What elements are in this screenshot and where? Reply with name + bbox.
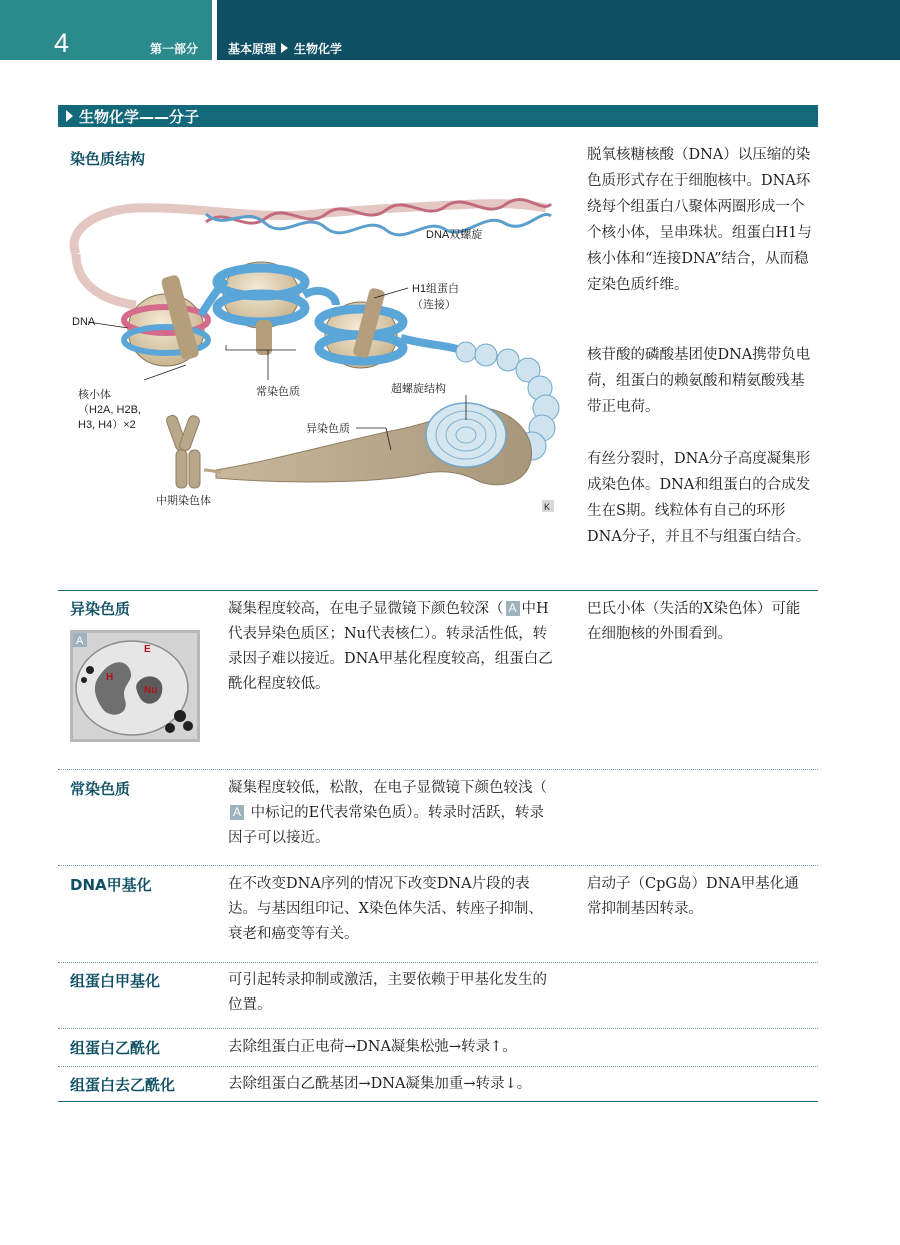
desc-histone-deacetylation: 去除组蛋白乙酰基团→DNA凝集加重→转录↓。 <box>228 1076 532 1092</box>
label-nucleosome-sub2: H3, H4）×2 <box>78 419 136 431</box>
intro-paragraph: 核苷酸的磷酸基团使DNA携带负电荷，组蛋白的赖氨酸和精氨酸残基带正电荷。 <box>587 347 811 415</box>
label-nucleosome-sub1: （H2A, H2B, <box>78 404 141 416</box>
label-metaphase: 中期染色体 <box>156 495 211 507</box>
page-header <box>0 0 900 60</box>
section-title: 生物化学——分子 <box>79 108 200 126</box>
nucleus <box>76 641 188 735</box>
section-heading <box>58 105 818 127</box>
label-nu: Nu <box>144 685 158 696</box>
breadcrumb-item: 基本原理 <box>228 42 277 56</box>
intro-paragraph: 脱氧核糖核酸（DNA）以压缩的染色质形式存在于细胞核中。DNA环绕每个组蛋白八聚体两圈形成一个个核小体，呈串珠状。组蛋白H1与核小体和“连接DNA”结合，从而稳定染色质纤维。 <box>587 147 812 293</box>
label-h1: H1组蛋白 <box>412 283 460 295</box>
page-number: 4 <box>54 28 70 58</box>
note-heterochromatin: 巴氏小体（失活的X染色体）可能在细胞核的外围看到。 <box>587 601 801 642</box>
desc-histone-acetylation: 去除组蛋白正电荷→DNA凝集松弛→转录↑。 <box>228 1039 517 1055</box>
table-bottom-rule <box>58 1101 818 1102</box>
desc-dna-methylation: 在不改变DNA序列的情况下改变DNA片段的表达。与基因组印记、X染色体失活、转座子抑制、衰老和癌变等有关。 <box>228 876 543 942</box>
desc-histone-methylation: 可引起转录抑制或激活，主要依赖于甲基化发生的位置。 <box>228 972 547 1013</box>
label-supercoil: 超螺旋结构 <box>391 383 446 395</box>
figure-ref-badge: A <box>230 805 244 820</box>
table-top-rule <box>58 590 818 591</box>
part-label: 第一部分 <box>150 42 199 56</box>
note-dna-methylation: 启动子（CpG岛）DNA甲基化通常抑制基因转录。 <box>587 876 799 917</box>
figure-ref-badge: A <box>506 601 520 616</box>
term-histone-methylation: 组蛋白甲基化 <box>70 972 161 990</box>
chevron-right-icon <box>281 43 288 53</box>
breadcrumb <box>228 40 342 57</box>
intro-paragraph: 有丝分裂时，DNA分子高度凝集形成染色体。DNA和组蛋白的合成发生在S期。线粒体有自己的环形DNA分子，并且不与组蛋白结合。 <box>587 451 811 545</box>
term-histone-acetylation: 组蛋白乙酰化 <box>70 1039 161 1057</box>
term-dna-methylation: DNA甲基化 <box>70 876 152 894</box>
label-e: E <box>144 644 151 655</box>
term-heterochromatin: 异染色质 <box>70 600 131 618</box>
electron-micrograph <box>70 630 200 742</box>
desc-euchromatin: 凝集程度较低，松散，在电子显微镜下颜色较浅（A 中标记的E代表常染色质）。转录时活跃，转录因子可以接近。 <box>228 780 547 846</box>
label-dna: DNA <box>72 316 96 328</box>
label-h: H <box>106 672 114 683</box>
dna-helix-strand-b <box>206 214 551 235</box>
term-histone-deacetylation: 组蛋白去乙酰化 <box>70 1076 176 1094</box>
label-euchromatin: 常染色质 <box>256 386 300 398</box>
figure-title: 染色质结构 <box>70 150 146 168</box>
desc-heterochromatin: 凝集程度较高，在电子显微镜下颜色较深（ A 中H代表异染色质区；Nu代表核仁）。转录活性低，转录因子难以接近。DNA甲基化程度较高，组蛋白乙酰化程度较低。 <box>228 601 553 692</box>
triangle-right-icon <box>66 110 73 122</box>
term-euchromatin: 常染色质 <box>70 780 131 798</box>
chromatin-structure-illustration <box>56 170 568 520</box>
corner-mark: K <box>544 502 551 512</box>
breadcrumb-item: 生物化学 <box>294 42 343 56</box>
label-h1-sub: （连接） <box>412 299 456 311</box>
metaphase-chromosome <box>165 414 201 488</box>
label-heterochromatin: 异染色质 <box>306 423 350 435</box>
panel-label: A <box>76 635 84 647</box>
label-nucleosome: 核小体 <box>78 389 111 401</box>
label-dna-helix: DNA双螺旋 <box>426 229 483 241</box>
